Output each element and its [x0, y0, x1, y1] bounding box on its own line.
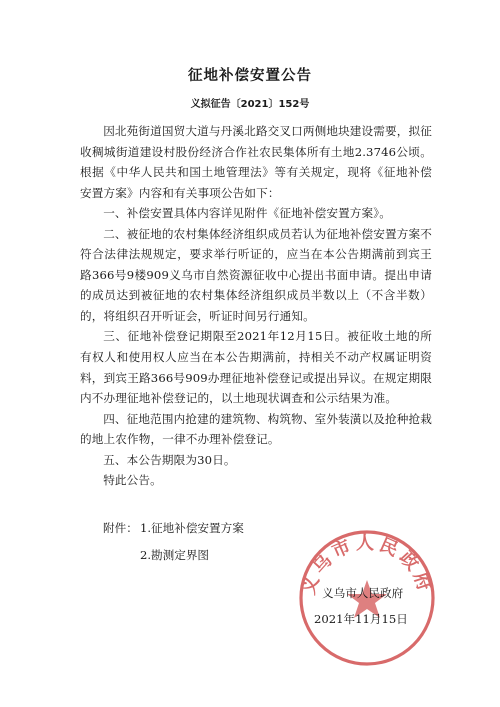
paragraph-item-1: 一、补偿安置具体内容详见附件《征地补偿安置方案》。	[103, 206, 391, 221]
signature-issuer: 义乌市人民政府	[322, 586, 404, 600]
seal-text: 义乌市人民政府	[298, 533, 436, 598]
signature-date: 2021年11月15日	[314, 612, 408, 626]
attachment-item-1: 1.征地补偿安置方案	[140, 521, 244, 535]
document-number: 义拟征告〔2021〕152号	[190, 99, 310, 110]
paragraph-item-4: 四、征地范围内抢建的建筑物、构筑物、室外装潢以及抢种抢栽的地上农作物，一律不办理补偿登记。	[80, 411, 433, 447]
paragraph-intro: 因北苑街道国贸大道与丹溪北路交叉口两侧地块建设需要，拟征收稠城街道建设村股份经济合作社农民集体所有土地2.3746公顷。根据《中华人民共和国土地管理法》等有关规定，现将《征地补偿安置方案》内容和有关事项公告如下：	[80, 124, 433, 200]
paragraph-item-5: 五、本公告期限为30日。	[103, 452, 236, 467]
document-body	[80, 121, 432, 491]
paragraph-item-2: 二、被征地的农村集体经济组织成员若认为征地补偿安置方案不符合法律法规规定，要求举行听证的，应当在本公告期满前到宾王路366号9楼909义乌市自然资源征收中心提出书面申请。提出申请的成员达到被征地的农村集体经济组织成员半数以上（不含半数）的，将组织召开听证会，听证时间另行通知。	[80, 226, 433, 323]
attachments-label: 附件：	[103, 521, 138, 535]
paragraph-item-3: 三、征地补偿登记期限至2021年12月15日。被征收土地的所有权人和使用权人应当在本公告期满前，持相关不动产权属证明资料，到宾王路366号909办理征地补偿登记或提出异议。在规定期限内不办理征地补偿登记的，以土地现状调查和公示结果为准。	[80, 329, 432, 406]
document-title: 征地补偿安置公告	[188, 68, 312, 84]
attachment-item-2: 2.勘测定界图	[140, 548, 210, 562]
paragraph-closing: 特此公告。	[103, 473, 162, 488]
